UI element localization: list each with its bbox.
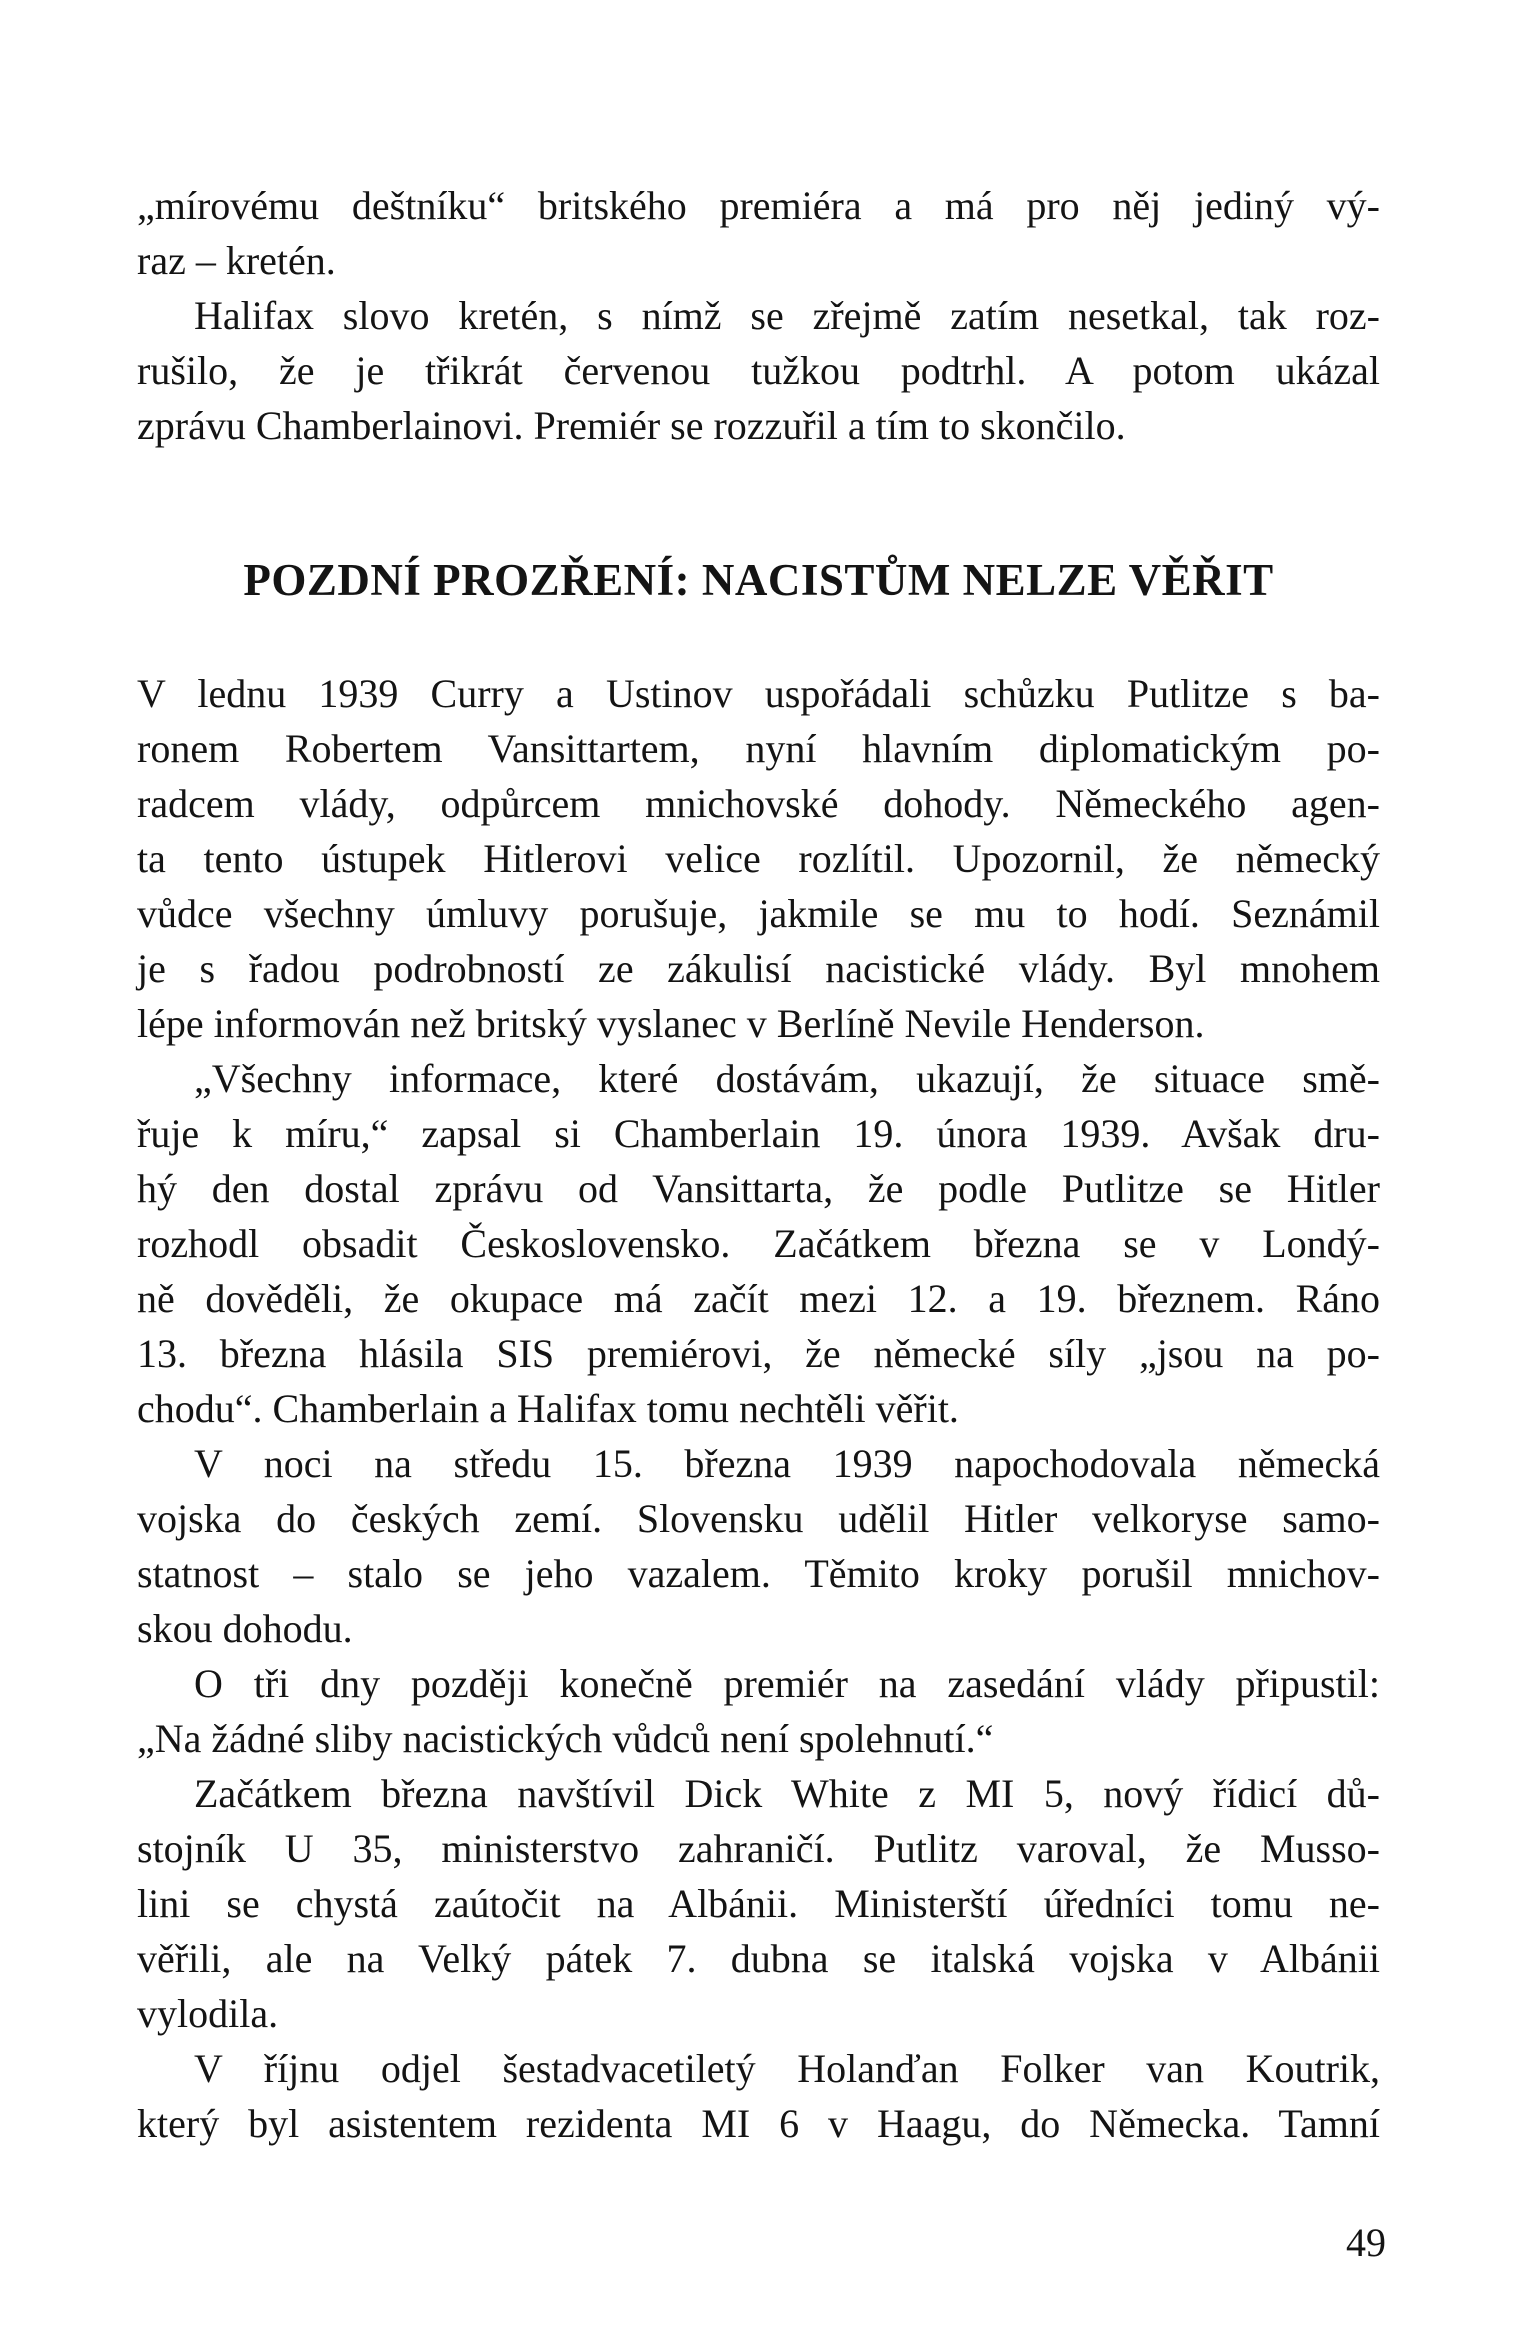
paragraph [137, 666, 1380, 1051]
text-line: ta tento ústupek Hitlerovi velice rozlítil. Upozornil, že německý [137, 836, 1380, 881]
paragraph [137, 1436, 1380, 1656]
text-line: vůdce všechny úmluvy porušuje, jakmile se mu to hodí. Seznámil [137, 891, 1380, 936]
text-line: Začátkem března navštívil Dick White z MI 5, nový řídicí dů- [194, 1771, 1380, 1816]
text-line: vojska do českých zemí. Slovensku udělil Hitler velkoryse samo- [137, 1496, 1380, 1541]
text-line: zprávu Chamberlainovi. Premiér se rozzuřil a tím to skončilo. [137, 403, 1126, 448]
text-line: rozhodl obsadit Československo. Začátkem března se v Londý- [137, 1221, 1380, 1266]
paragraph [137, 1766, 1380, 2041]
paragraph [137, 178, 1380, 288]
text-line: V lednu 1939 Curry a Ustinov uspořádali schůzku Putlitze s ba- [137, 671, 1380, 716]
text-line: statnost – stalo se jeho vazalem. Těmito kroky porušil mnichov- [137, 1551, 1380, 1596]
text-line: „mírovému deštníku“ britského premiéra a má pro něj jediný vý- [137, 183, 1380, 228]
text-line: ně dověděli, že okupace má začít mezi 12. a 19. březnem. Ráno [137, 1276, 1380, 1321]
text-line: stojník U 35, ministerstvo zahraničí. Putlitz varoval, že Musso- [137, 1826, 1380, 1871]
text-line: V noci na středu 15. března 1939 napochodovala německá [194, 1441, 1380, 1486]
text-line: „Na žádné sliby nacistických vůdců není spolehnutí.“ [137, 1716, 994, 1761]
text-line: skou dohodu. [137, 1606, 353, 1651]
text-line: řuje k míru,“ zapsal si Chamberlain 19. února 1939. Avšak dru- [137, 1111, 1380, 1156]
text-line: je s řadou podrobností ze zákulisí nacistické vlády. Byl mnohem [137, 946, 1380, 991]
text-line: raz – kretén. [137, 238, 336, 283]
text-line: 13. března hlásila SIS premiérovi, že německé síly „jsou na po- [137, 1331, 1380, 1376]
text-line: věřili, ale na Velký pátek 7. dubna se italská vojska v Albánii [137, 1936, 1380, 1981]
paragraph [137, 1656, 1380, 1766]
paragraph [137, 1051, 1380, 1436]
text-line: O tři dny později konečně premiér na zasedání vlády připustil: [194, 1661, 1380, 1706]
text-line: vylodila. [137, 1991, 279, 2036]
text-line: rušilo, že je třikrát červenou tužkou podtrhl. A potom ukázal [137, 348, 1380, 393]
text-line: hý den dostal zprávu od Vansittarta, že podle Putlitze se Hitler [137, 1166, 1380, 1211]
text-line: který byl asistentem rezidenta MI 6 v Haagu, do Německa. Tamní [137, 2101, 1380, 2146]
text-line: ronem Robertem Vansittartem, nyní hlavním diplomatickým po- [137, 726, 1380, 771]
text-line: lini se chystá zaútočit na Albánii. Ministerští úředníci tomu ne- [137, 1881, 1380, 1926]
text-line: chodu“. Chamberlain a Halifax tomu nechtěli věřit. [137, 1386, 959, 1431]
text-line: V říjnu odjel šestadvacetiletý Holanďan Folker van Koutrik, [194, 2046, 1380, 2091]
text-line: Halifax slovo kretén, s nímž se zřejmě zatím nesetkal, tak roz- [194, 293, 1380, 338]
paragraph [137, 2041, 1380, 2151]
paragraph [137, 288, 1380, 453]
text-block [137, 178, 1380, 2151]
text-line: radcem vlády, odpůrcem mnichovské dohody. Německého agen- [137, 781, 1380, 826]
text-line: lépe informován než britský vyslanec v Berlíně Nevile Henderson. [137, 1001, 1205, 1046]
section-heading: POZDNÍ PROZŘENÍ: NACISTŮM NELZE VĚŘIT [243, 555, 1274, 605]
page-number: 49 [1346, 2220, 1386, 2265]
text-line: „Všechny informace, které dostávám, ukazují, že situace smě- [194, 1056, 1380, 1101]
